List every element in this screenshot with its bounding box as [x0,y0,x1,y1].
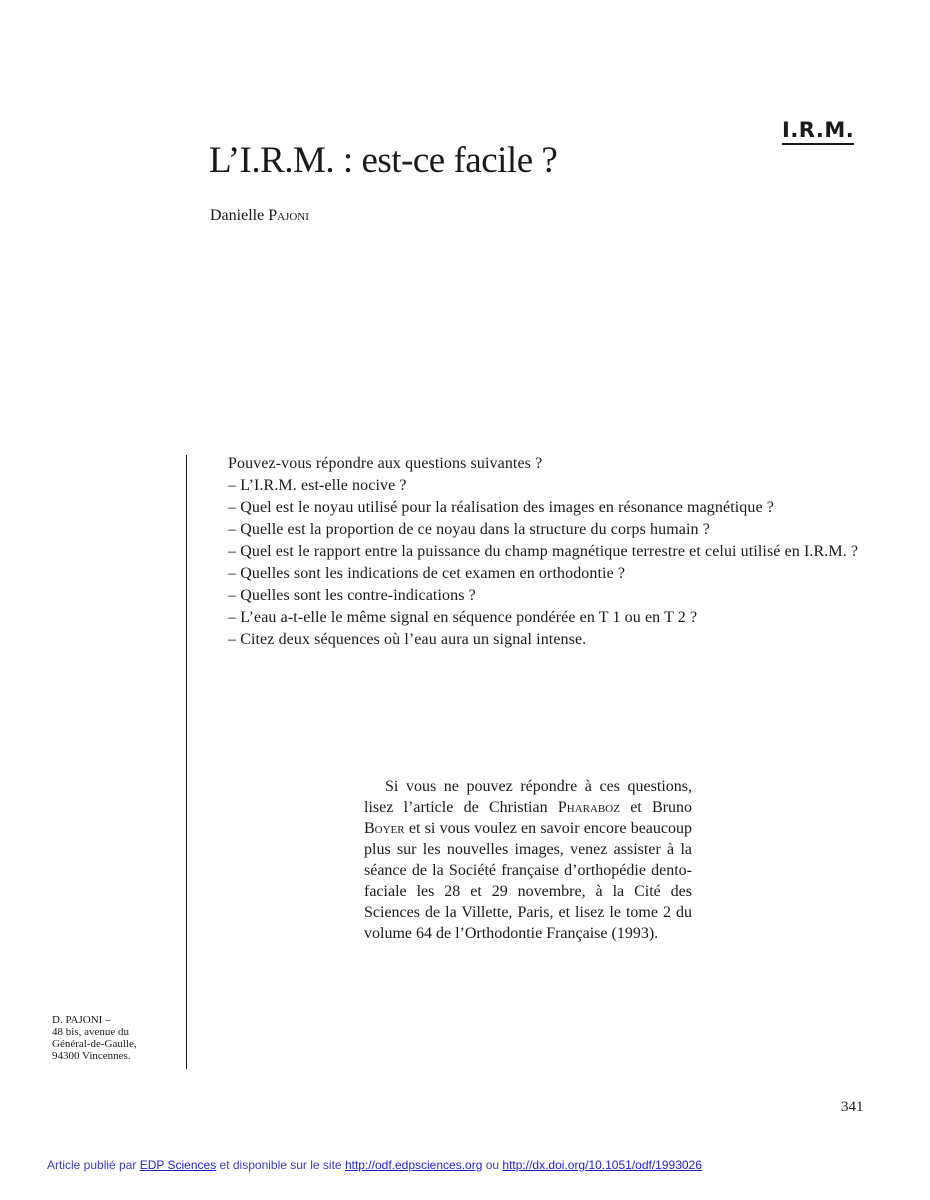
answer-text: et Bruno [619,799,692,816]
address-line: 94300 Vincennes. [52,1050,131,1062]
question-item: – L’I.R.M. est-elle nocive ? [228,477,407,494]
author-name-boyer: Boyer [364,820,405,837]
page-number: 341 [841,1099,864,1115]
answer-text: Si vous ne pouvez répondre à ces questions, lisez l’article de Christian [364,778,692,816]
margin-rule [186,455,187,1069]
article-title: L’I.R.M. : est-ce facile ? [209,140,558,181]
question-list [197,453,865,651]
question-item: – Quelles sont les indications de cet examen en orthodontie ? [228,565,626,582]
address-line: D. PAJONI – [52,1014,111,1026]
section-tag: I.R.M. [782,118,854,145]
answer-paragraph [364,776,692,944]
author-last-name: Pajoni [268,207,309,224]
doi-link[interactable]: http://dx.doi.org/10.1051/odf/1993026 [502,1158,702,1172]
question-item: – L’eau a-t-elle le même signal en séquence pondérée en T 1 ou en T 2 ? [228,609,698,626]
publisher-link[interactable]: EDP Sciences [139,1158,217,1172]
author-first-name: Danielle [210,207,269,224]
author-name-pharaboz: Pharaboz [557,799,620,816]
author-address [52,1014,180,1062]
question-intro: Pouvez-vous répondre aux questions suivantes ? [228,455,543,472]
footer-text: et disponible sur le site [216,1158,345,1172]
address-line: 48 bis, avenue du [52,1026,129,1038]
address-line: Général-de-Gaulle, [52,1038,137,1050]
footer-text: Article publié par [47,1158,140,1172]
question-item: – Citez deux séquences où l’eau aura un signal intense. [228,631,587,648]
question-item: – Quel est le rapport entre la puissance du champ magnétique terrestre et celui utilisé en I.R.M. ? [228,543,859,560]
author-line [210,206,309,226]
question-item: – Quel est le noyau utilisé pour la réalisation des images en résonance magnétique ? [228,499,775,516]
site-link[interactable]: http://odf.edpsciences.org [344,1158,483,1172]
question-item: – Quelle est la proportion de ce noyau dans la structure du corps humain ? [228,521,710,538]
question-item: – Quelles sont les contre-indications ? [228,587,476,604]
answer-text: et si vous voulez en savoir encore beaucoup plus sur les nouvelles images, venez assister à la séance de la Société française d’orthopédie dento-faciale les 28 et 29 novembre, à la Cité des Sciences de la Villette, Paris, et lisez le tome 2 du volume 64 de l’Orthodontie Française (1993). [364,820,692,942]
footer-text: ou [482,1158,503,1172]
publication-footer [47,1158,702,1172]
